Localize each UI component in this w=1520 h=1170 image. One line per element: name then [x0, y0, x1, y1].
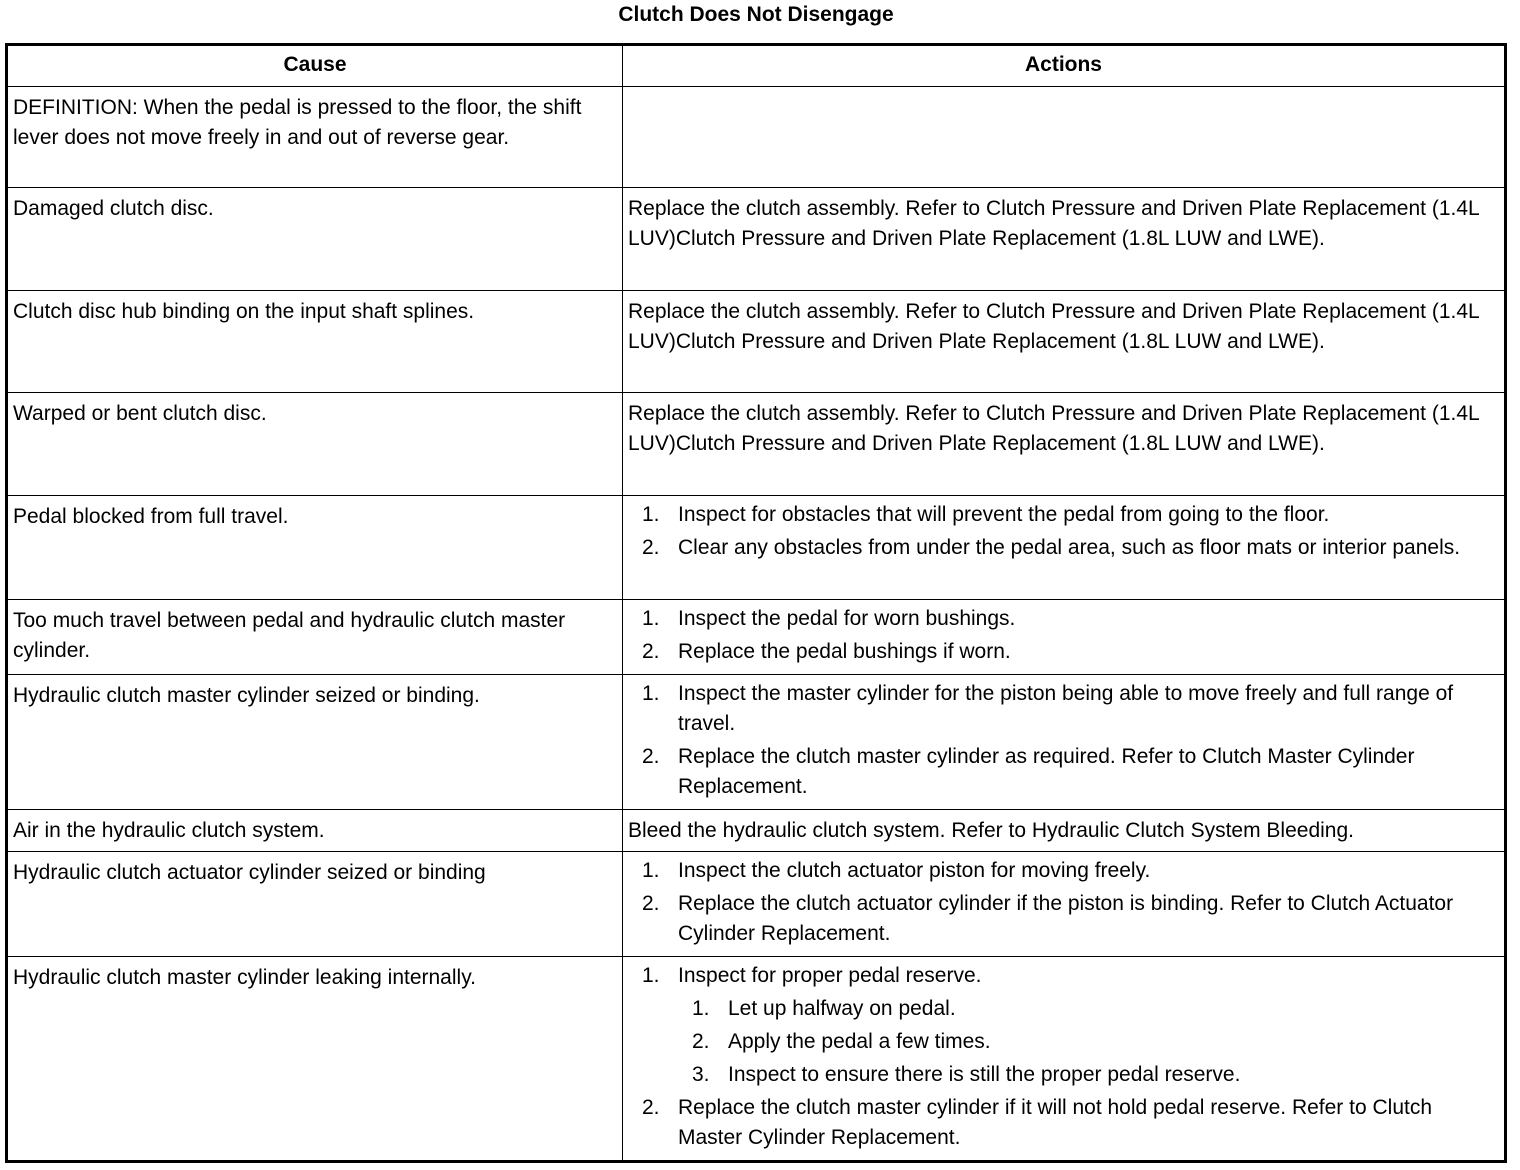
list-item — [642, 1093, 1499, 1153]
cause-cell: Damaged clutch disc. — [7, 188, 623, 291]
table-row — [7, 291, 1506, 393]
step-text: Inspect the pedal for worn bushings. — [678, 607, 1016, 630]
step-number: 1. — [642, 682, 660, 705]
table-row — [7, 188, 1506, 291]
step-text: Inspect for obstacles that will prevent the pedal from going to the floor. — [678, 503, 1330, 526]
table-row — [7, 600, 1506, 675]
step-text: Inspect to ensure there is still the proper pedal reserve. — [728, 1063, 1241, 1086]
table-row — [7, 87, 1506, 188]
table-row — [7, 393, 1506, 496]
list-item — [642, 961, 1499, 1090]
list-item — [692, 1027, 1499, 1057]
header-row — [7, 45, 1506, 87]
step-text: Apply the pedal a few times. — [728, 1030, 991, 1053]
actions-cell — [623, 957, 1506, 1162]
cause-cell: Air in the hydraulic clutch system. — [7, 810, 623, 852]
actions-cell — [623, 852, 1506, 957]
step-number: 1. — [642, 964, 660, 987]
list-item — [642, 533, 1499, 563]
actions-cell — [623, 600, 1506, 675]
step-text: Inspect the master cylinder for the piston being able to move freely and full range of travel. — [678, 682, 1454, 735]
step-number: 2. — [642, 536, 660, 559]
table-row — [7, 810, 1506, 852]
cause-cell: Warped or bent clutch disc. — [7, 393, 623, 496]
step-number: 1. — [642, 859, 660, 882]
step-text: Let up halfway on pedal. — [728, 997, 956, 1020]
step-number: 2. — [642, 892, 660, 915]
actions-cell: Bleed the hydraulic clutch system. Refer to Hydraulic Clutch System Bleeding. — [623, 810, 1506, 852]
step-list — [628, 679, 1499, 802]
step-number: 2. — [642, 640, 660, 663]
step-number: 1. — [642, 503, 660, 526]
actions-cell — [623, 675, 1506, 810]
list-item — [642, 742, 1499, 802]
actions-cell — [623, 87, 1506, 188]
step-number: 1. — [642, 607, 660, 630]
actions-cell: Replace the clutch assembly. Refer to Clutch Pressure and Driven Plate Replacement (1.4L LUV)Clutch Pressure and Driven Plate Replacement (1.8L LUW and LWE). — [623, 291, 1506, 393]
list-item — [642, 856, 1499, 886]
step-list — [628, 961, 1499, 1153]
step-list — [628, 856, 1499, 949]
actions-cell: Replace the clutch assembly. Refer to Clutch Pressure and Driven Plate Replacement (1.4L LUV)Clutch Pressure and Driven Plate Replacement (1.8L LUW and LWE). — [623, 188, 1506, 291]
cause-cell: Pedal blocked from full travel. — [7, 496, 623, 600]
cause-cell: Hydraulic clutch master cylinder leaking internally. — [7, 957, 623, 1162]
actions-cell — [623, 496, 1506, 600]
table-row — [7, 496, 1506, 600]
step-text: Replace the pedal bushings if worn. — [678, 640, 1011, 663]
cause-cell: DEFINITION: When the pedal is pressed to the floor, the shift lever does not move freely in and out of reverse gear. — [7, 87, 623, 188]
list-item — [642, 889, 1499, 949]
step-number: 2. — [642, 745, 660, 768]
sub-step-list — [678, 994, 1499, 1090]
step-text: Inspect the clutch actuator piston for moving freely. — [678, 859, 1151, 882]
table-row — [7, 675, 1506, 810]
actions-cell: Replace the clutch assembly. Refer to Clutch Pressure and Driven Plate Replacement (1.4L LUV)Clutch Pressure and Driven Plate Replacement (1.8L LUW and LWE). — [623, 393, 1506, 496]
step-list — [628, 500, 1499, 563]
step-number: 3. — [692, 1063, 710, 1086]
table-title: Clutch Does Not Disengage — [618, 3, 894, 26]
table-row — [7, 957, 1506, 1162]
step-number: 1. — [692, 997, 710, 1020]
list-item — [642, 679, 1499, 739]
step-number: 2. — [642, 1096, 660, 1119]
step-text: Clear any obstacles from under the pedal area, such as floor mats or interior panels. — [678, 536, 1461, 559]
header-actions: Actions — [623, 45, 1506, 87]
list-item — [642, 500, 1499, 530]
step-text: Replace the clutch master cylinder if it will not hold pedal reserve. Refer to Clutch Master Cylinder Replacement. — [678, 1096, 1433, 1149]
header-cause: Cause — [7, 45, 623, 87]
cause-cell: Hydraulic clutch master cylinder seized or binding. — [7, 675, 623, 810]
cause-cell: Too much travel between pedal and hydraulic clutch master cylinder. — [7, 600, 623, 675]
step-list — [628, 604, 1499, 667]
list-item — [642, 604, 1499, 634]
table-row — [7, 852, 1506, 957]
cause-cell: Hydraulic clutch actuator cylinder seized or binding — [7, 852, 623, 957]
step-text: Inspect for proper pedal reserve. — [678, 964, 982, 987]
step-text: Replace the clutch actuator cylinder if the piston is binding. Refer to Clutch Actuator Cylinder Replacement. — [678, 892, 1454, 945]
step-number: 2. — [692, 1030, 710, 1053]
list-item — [692, 1060, 1499, 1090]
troubleshooting-table — [5, 43, 1507, 1163]
cause-cell: Clutch disc hub binding on the input shaft splines. — [7, 291, 623, 393]
list-item — [642, 637, 1499, 667]
list-item — [692, 994, 1499, 1024]
step-text: Replace the clutch master cylinder as required. Refer to Clutch Master Cylinder Replacement. — [678, 745, 1415, 798]
